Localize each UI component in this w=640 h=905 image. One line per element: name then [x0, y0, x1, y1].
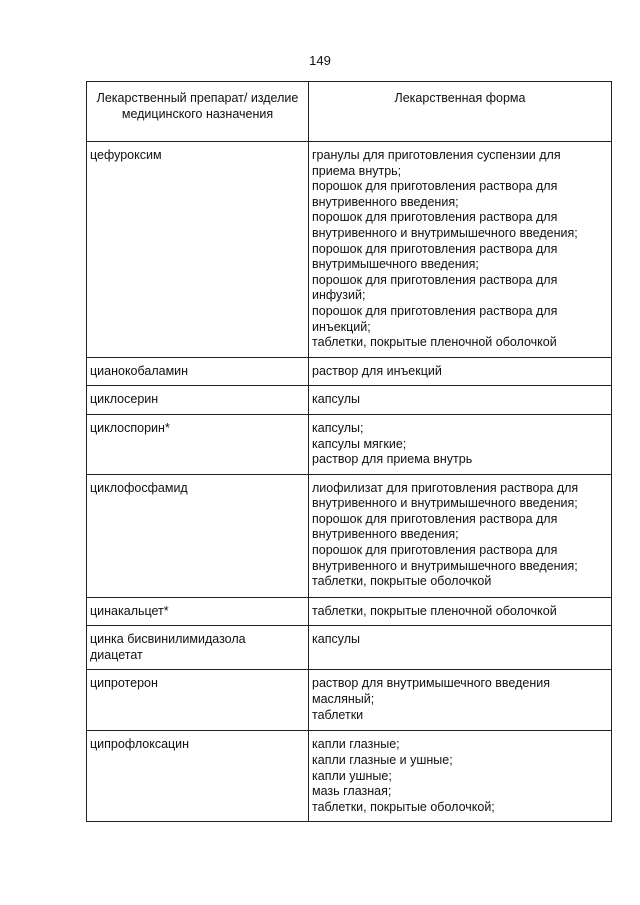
- table-row: [87, 731, 612, 822]
- drug-form-cell: [309, 731, 612, 822]
- drug-name-cell: [87, 597, 309, 626]
- drug-form-cell: [309, 357, 612, 386]
- drug-form-cell: [309, 474, 612, 597]
- drug-form-line: раствор для приема внутрь: [312, 452, 473, 467]
- drug-form-cell: [309, 597, 612, 626]
- drug-form-line: порошок для приготовления раствора для: [312, 272, 558, 287]
- drug-name-line: цинка бисвинилимидазола: [90, 632, 246, 647]
- drug-name-line: цинакальцет*: [90, 603, 169, 618]
- drug-form-line: капсулы: [312, 392, 360, 407]
- table-row: [87, 597, 612, 626]
- table-row: [87, 670, 612, 731]
- drug-form-line: капли глазные и ушные;: [312, 753, 453, 768]
- drug-form-line: таблетки, покрытые оболочкой: [312, 574, 492, 589]
- table-body: [87, 142, 612, 822]
- header-drug: Лекарственный препарат/ изделие медицинского назначения: [87, 82, 309, 142]
- drug-name-line: ципрофлоксацин: [90, 737, 190, 752]
- drug-form-line: внутривенного и внутримышечного введения;: [312, 225, 578, 240]
- drug-form-line: раствор для инъекций: [312, 363, 442, 378]
- drug-name-line: циклоспорин*: [90, 420, 170, 435]
- drug-name-line: цефуроксим: [90, 148, 162, 162]
- drug-name-cell: [87, 731, 309, 822]
- drug-form-line: инфузий;: [312, 288, 366, 303]
- drug-form-line: раствор для внутримышечного введения: [312, 676, 550, 691]
- drug-name-cell: [87, 142, 309, 358]
- drug-form-line: масляный;: [312, 692, 375, 707]
- drug-form-line: внутримышечного введения;: [312, 257, 479, 272]
- table-row: [87, 386, 612, 415]
- drug-name-cell: [87, 386, 309, 415]
- drug-form-line: таблетки, покрытые оболочкой;: [312, 799, 495, 814]
- drug-form-cell: [309, 626, 612, 670]
- drug-form-line: порошок для приготовления раствора для: [312, 543, 558, 558]
- drug-name-cell: [87, 626, 309, 670]
- table-row: [87, 626, 612, 670]
- drug-form-line: порошок для приготовления раствора для: [312, 179, 558, 194]
- drug-name-cell: [87, 357, 309, 386]
- table-header-row: [87, 82, 612, 142]
- drug-name-line: цианокобаламин: [90, 363, 189, 378]
- drug-form-cell: [309, 386, 612, 415]
- drug-form-line: таблетки: [312, 707, 364, 722]
- table-row: [87, 474, 612, 597]
- drug-form-line: внутривенного и внутримышечного введения;: [312, 558, 578, 573]
- drug-name-cell: [87, 414, 309, 474]
- drug-form-line: приема внутрь;: [312, 163, 402, 178]
- drug-form-line: порошок для приготовления раствора для: [312, 241, 558, 256]
- drug-form-line: внутривенного введения;: [312, 194, 459, 209]
- table-row: [87, 357, 612, 386]
- drug-form-cell: [309, 414, 612, 474]
- drug-form-line: мазь глазная;: [312, 784, 392, 799]
- drug-form-line: капсулы: [312, 632, 360, 647]
- drug-name-cell: [87, 670, 309, 731]
- page-number: 149: [309, 53, 331, 68]
- table-row: [87, 142, 612, 358]
- drug-form-line: внутривенного и внутримышечного введения;: [312, 496, 578, 511]
- drug-form-line: таблетки, покрытые пленочной оболочкой: [312, 335, 557, 350]
- table-row: [87, 414, 612, 474]
- drug-name-line: диацетат: [90, 647, 143, 662]
- drug-form-line: инъекций;: [312, 319, 371, 334]
- drug-form-line: порошок для приготовления раствора для: [312, 210, 558, 225]
- drug-form-line: таблетки, покрытые пленочной оболочкой: [312, 603, 557, 618]
- drug-form-line: порошок для приготовления раствора для: [312, 303, 558, 318]
- drug-form-line: внутривенного введения;: [312, 527, 459, 542]
- drug-name-line: циклосерин: [90, 392, 159, 407]
- drug-form-line: капли глазные;: [312, 737, 400, 752]
- drug-form-line: капсулы мягкие;: [312, 436, 407, 451]
- header-form: Лекарственная форма: [309, 82, 612, 142]
- drug-form-cell: [309, 142, 612, 358]
- drug-form-line: лиофилизат для приготовления раствора для: [312, 480, 579, 495]
- drug-name-line: ципротерон: [90, 676, 158, 691]
- drug-form-line: капли ушные;: [312, 768, 392, 783]
- drug-name-line: циклофосфамид: [90, 480, 188, 495]
- drug-table: [86, 81, 612, 822]
- drug-form-line: гранулы для приготовления суспензии для: [312, 148, 561, 162]
- drug-form-cell: [309, 670, 612, 731]
- drug-form-line: капсулы;: [312, 420, 364, 435]
- drug-form-line: порошок для приготовления раствора для: [312, 511, 558, 526]
- drug-name-cell: [87, 474, 309, 597]
